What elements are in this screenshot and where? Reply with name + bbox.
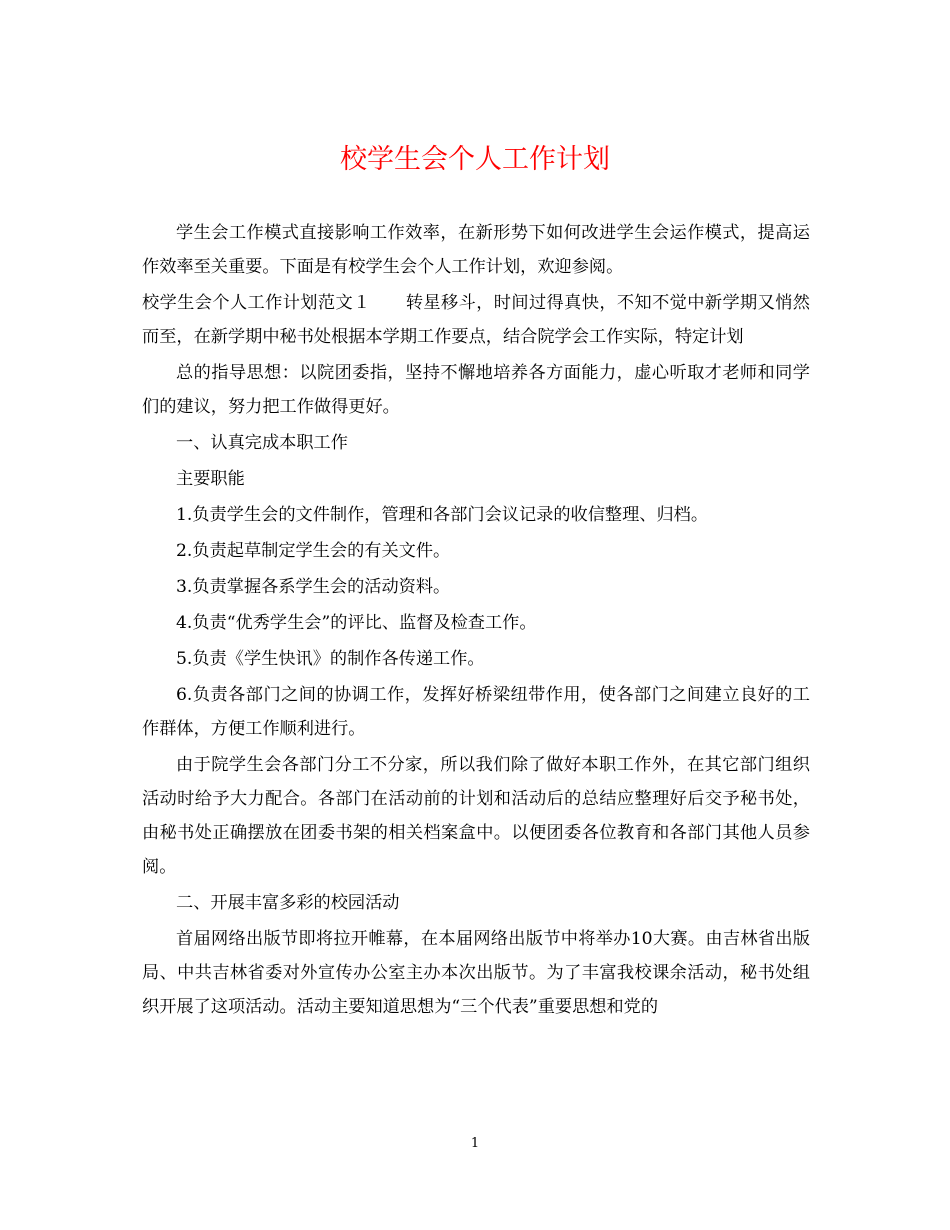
paragraph-publishing-festival: 首届网络出版节即将拉开帷幕，在本届网络出版节中将举办10大赛。由吉林省出版局、中共吉林省委对外宣传办公室主办本次出版节。为了丰富我校课余活动，秘书处组织开展了这项活动。活动主要知道思想为“三个代表”重要思想和党的: [142, 929, 810, 1017]
list-item: 5.负责《学生快讯》的制作各传递工作。: [176, 649, 485, 669]
section-heading-2: 二、开展丰富多彩的校园活动: [176, 893, 400, 913]
list-item: 6.负责各部门之间的协调工作，发挥好桥梁纽带作用，使各部门之间建立良好的工作群体，方便工作顺利进行。: [142, 685, 810, 739]
section-heading-1: 一、认真完成本职工作: [176, 433, 348, 453]
page-number: 1: [470, 1136, 480, 1151]
subheading-duties: 主要职能: [176, 469, 245, 489]
list-item: 1.负责学生会的文件制作，管理和各部门会议记录的收信整理、归档。: [176, 505, 709, 525]
list-item: 2.负责起草制定学生会的有关文件。: [176, 541, 451, 561]
list-item: 4.负责“优秀学生会”的评比、监督及检查工作。: [176, 613, 537, 633]
paragraph-intro: 学生会工作模式直接影响工作效率，在新形势下如何改进学生会运作模式，提高运作效率至关重要。下面是有校学生会个人工作计划，欢迎参阅。: [142, 223, 810, 277]
paragraph-cooperation: 由于院学生会各部门分工不分家，所以我们除了做好本职工作外，在其它部门组织活动时给予大力配合。各部门在活动前的计划和活动后的总结应整理好后交予秘书处，由秘书处正确摆放在团委书架的相关档案盒中。以便团委各位教育和各部门其他人员参阅。: [142, 755, 810, 877]
paragraph-sample-heading: 校学生会个人工作计划范文１ 转星移斗，时间过得真快，不知不觉中新学期又悄然而至，在新学期中秘书处根据本学期工作要点，结合院学会工作实际，特定计划: [142, 293, 810, 347]
document-body: [142, 216, 810, 1026]
list-item: 3.负责掌握各系学生会的活动资料。: [176, 577, 451, 597]
page-title: 校学生会个人工作计划: [340, 144, 610, 175]
paragraph-guiding-idea: 总的指导思想：以院团委指，坚持不懈地培养各方面能力，虚心听取才老师和同学们的建议，努力把工作做得更好。: [142, 363, 810, 417]
